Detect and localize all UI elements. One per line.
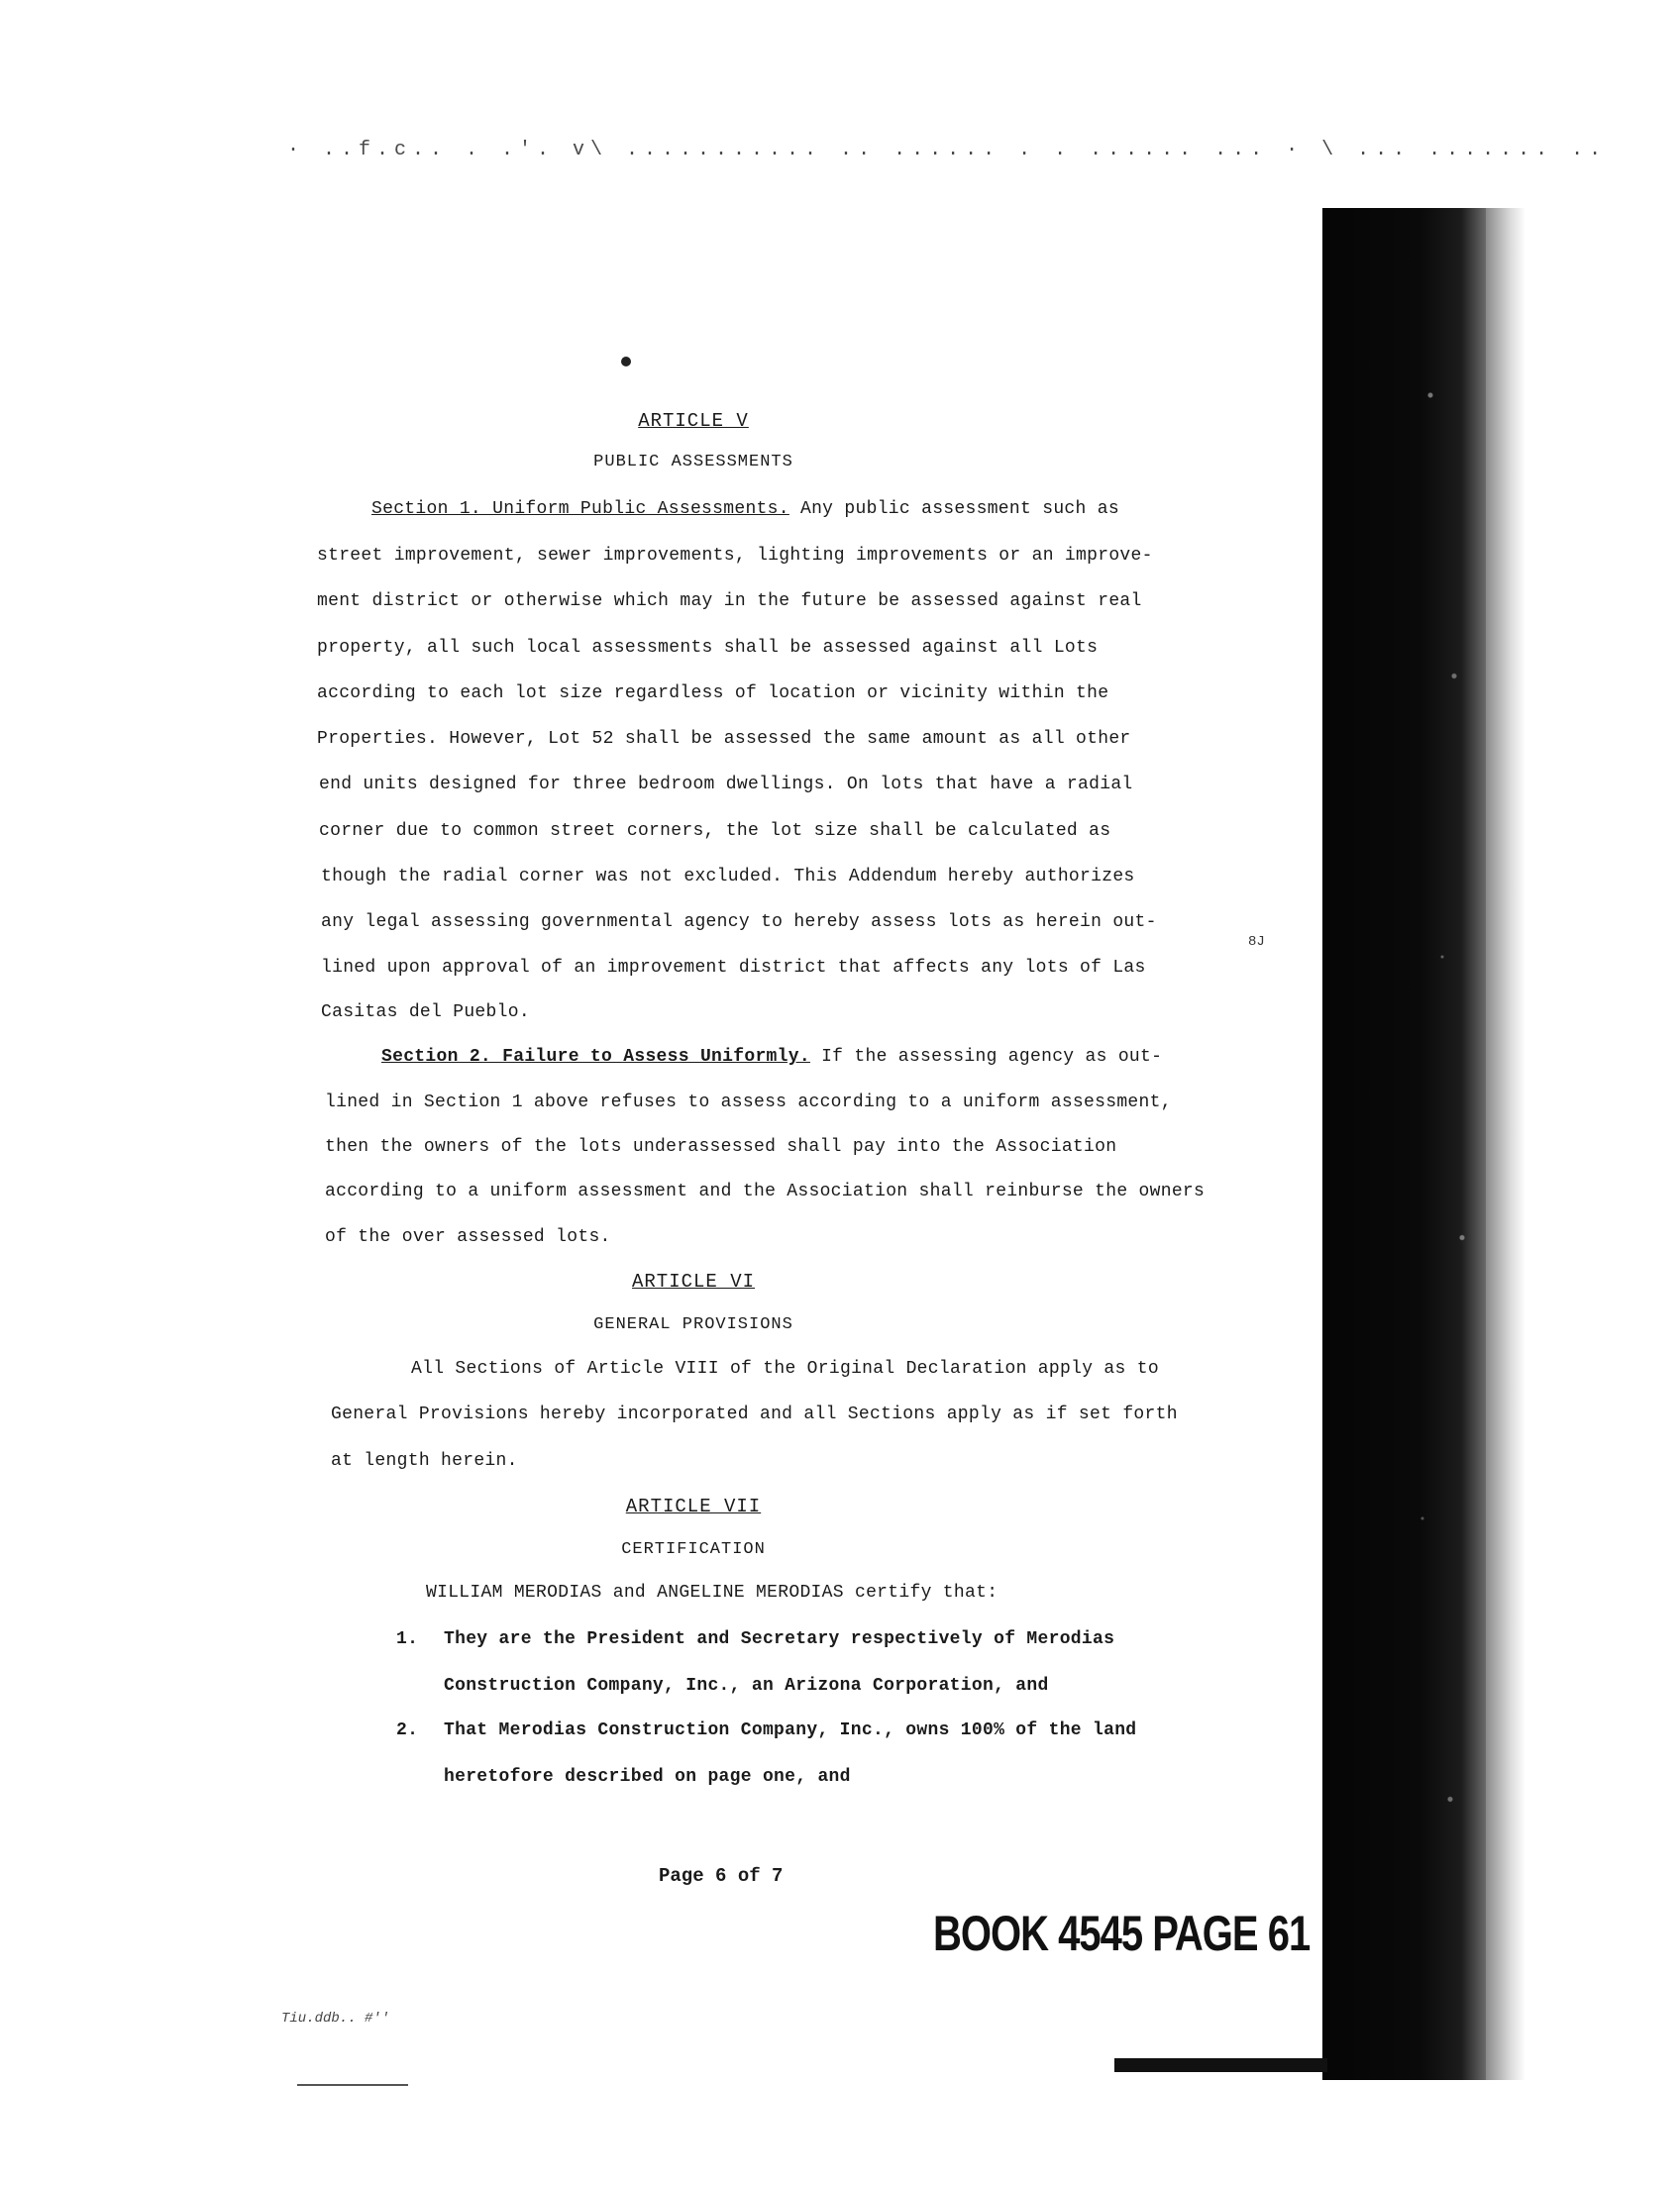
recording-book-stamp: BOOK 4545 PAGE 61 bbox=[933, 1907, 1311, 1961]
section-1-line: ment district or otherwise which may in the future be assessed against real bbox=[317, 591, 1142, 611]
item-1-line: Construction Company, Inc., an Arizona Corporation, and bbox=[444, 1676, 1049, 1696]
section-2-line: then the owners of the lots underassessed shall pay into the Association bbox=[325, 1137, 1117, 1157]
footer-rule bbox=[297, 2084, 408, 2086]
article-6-line: General Provisions hereby incorporated and all Sections apply as if set forth bbox=[331, 1405, 1178, 1424]
article-6-line: All Sections of Article VIII of the Original Declaration apply as to bbox=[411, 1359, 1159, 1379]
section-2-line: according to a uniform assessment and the Association shall reinburse the owners bbox=[325, 1182, 1206, 1201]
item-2-number: 2. bbox=[396, 1720, 419, 1740]
article-7-heading: ARTICLE VII bbox=[625, 1496, 762, 1517]
section-1-first-line: Section 1. Uniform Public Assessments. Any public assessment such as bbox=[371, 499, 1119, 519]
certification-intro: WILLIAM MERODIAS and ANGELINE MERODIAS certify that: bbox=[426, 1583, 998, 1603]
article-7-subheading: CERTIFICATION bbox=[621, 1540, 766, 1559]
article-6-line: at length herein. bbox=[331, 1451, 518, 1471]
section-1-line: Casitas del Pueblo. bbox=[321, 1002, 530, 1022]
section-1-line: street improvement, sewer improvements, lighting improvements or an improve- bbox=[317, 546, 1153, 566]
item-2-line: heretofore described on page one, and bbox=[444, 1767, 851, 1787]
article-5-subheading: PUBLIC ASSESSMENTS bbox=[593, 453, 793, 471]
section-2-line: of the over assessed lots. bbox=[325, 1227, 611, 1247]
item-2-line: That Merodias Construction Company, Inc., owns 100% of the land bbox=[444, 1720, 1137, 1740]
scan-edge-speckle bbox=[1407, 208, 1486, 2080]
section-1-line: according to each lot size regardless of location or vicinity within the bbox=[317, 683, 1109, 703]
section-2-first-line: Section 2. Failure to Assess Uniformly. If the assessing agency as out- bbox=[381, 1047, 1163, 1067]
article-6-heading: ARTICLE VI bbox=[631, 1271, 756, 1293]
scan-artifact-header: · ..f.c.. . .'. v\ ........... .. ...... . . ...... ... · \ ... ....... .. bbox=[287, 139, 1608, 161]
punch-hole-mark bbox=[621, 357, 631, 366]
item-1-number: 1. bbox=[396, 1629, 419, 1649]
section-1-line: corner due to common street corners, the lot size shall be calculated as bbox=[319, 821, 1111, 841]
article-5-heading: ARTICLE V bbox=[638, 410, 749, 432]
scan-bottom-band bbox=[1114, 2058, 1327, 2072]
article-6-subheading: GENERAL PROVISIONS bbox=[593, 1315, 793, 1334]
scan-edge-fade bbox=[1486, 208, 1525, 2080]
section-1-line: though the radial corner was not excluded. This Addendum hereby authorizes bbox=[321, 867, 1135, 886]
section-1-line: end units designed for three bedroom dwellings. On lots that have a radial bbox=[319, 775, 1133, 794]
section-2-label: Section 2. Failure to Assess Uniformly. bbox=[381, 1047, 810, 1067]
margin-mark: 8J bbox=[1248, 934, 1265, 950]
section-2-line: lined in Section 1 above refuses to assess according to a uniform assessment, bbox=[325, 1093, 1172, 1112]
handwritten-scribble: Tiu.ddb.. #'' bbox=[281, 2011, 390, 2027]
section-1-line: property, all such local assessments shall be assessed against all Lots bbox=[317, 638, 1099, 658]
section-1-label: Section 1. Uniform Public Assessments. bbox=[371, 499, 789, 519]
section-1-line: any legal assessing governmental agency to hereby assess lots as herein out- bbox=[321, 912, 1157, 932]
section-1-line: Properties. However, Lot 52 shall be assessed the same amount as all other bbox=[317, 729, 1131, 749]
item-1-line: They are the President and Secretary respectively of Merodias bbox=[444, 1629, 1115, 1649]
page-number: Page 6 of 7 bbox=[659, 1865, 784, 1887]
section-1-line: lined upon approval of an improvement district that affects any lots of Las bbox=[321, 958, 1146, 978]
